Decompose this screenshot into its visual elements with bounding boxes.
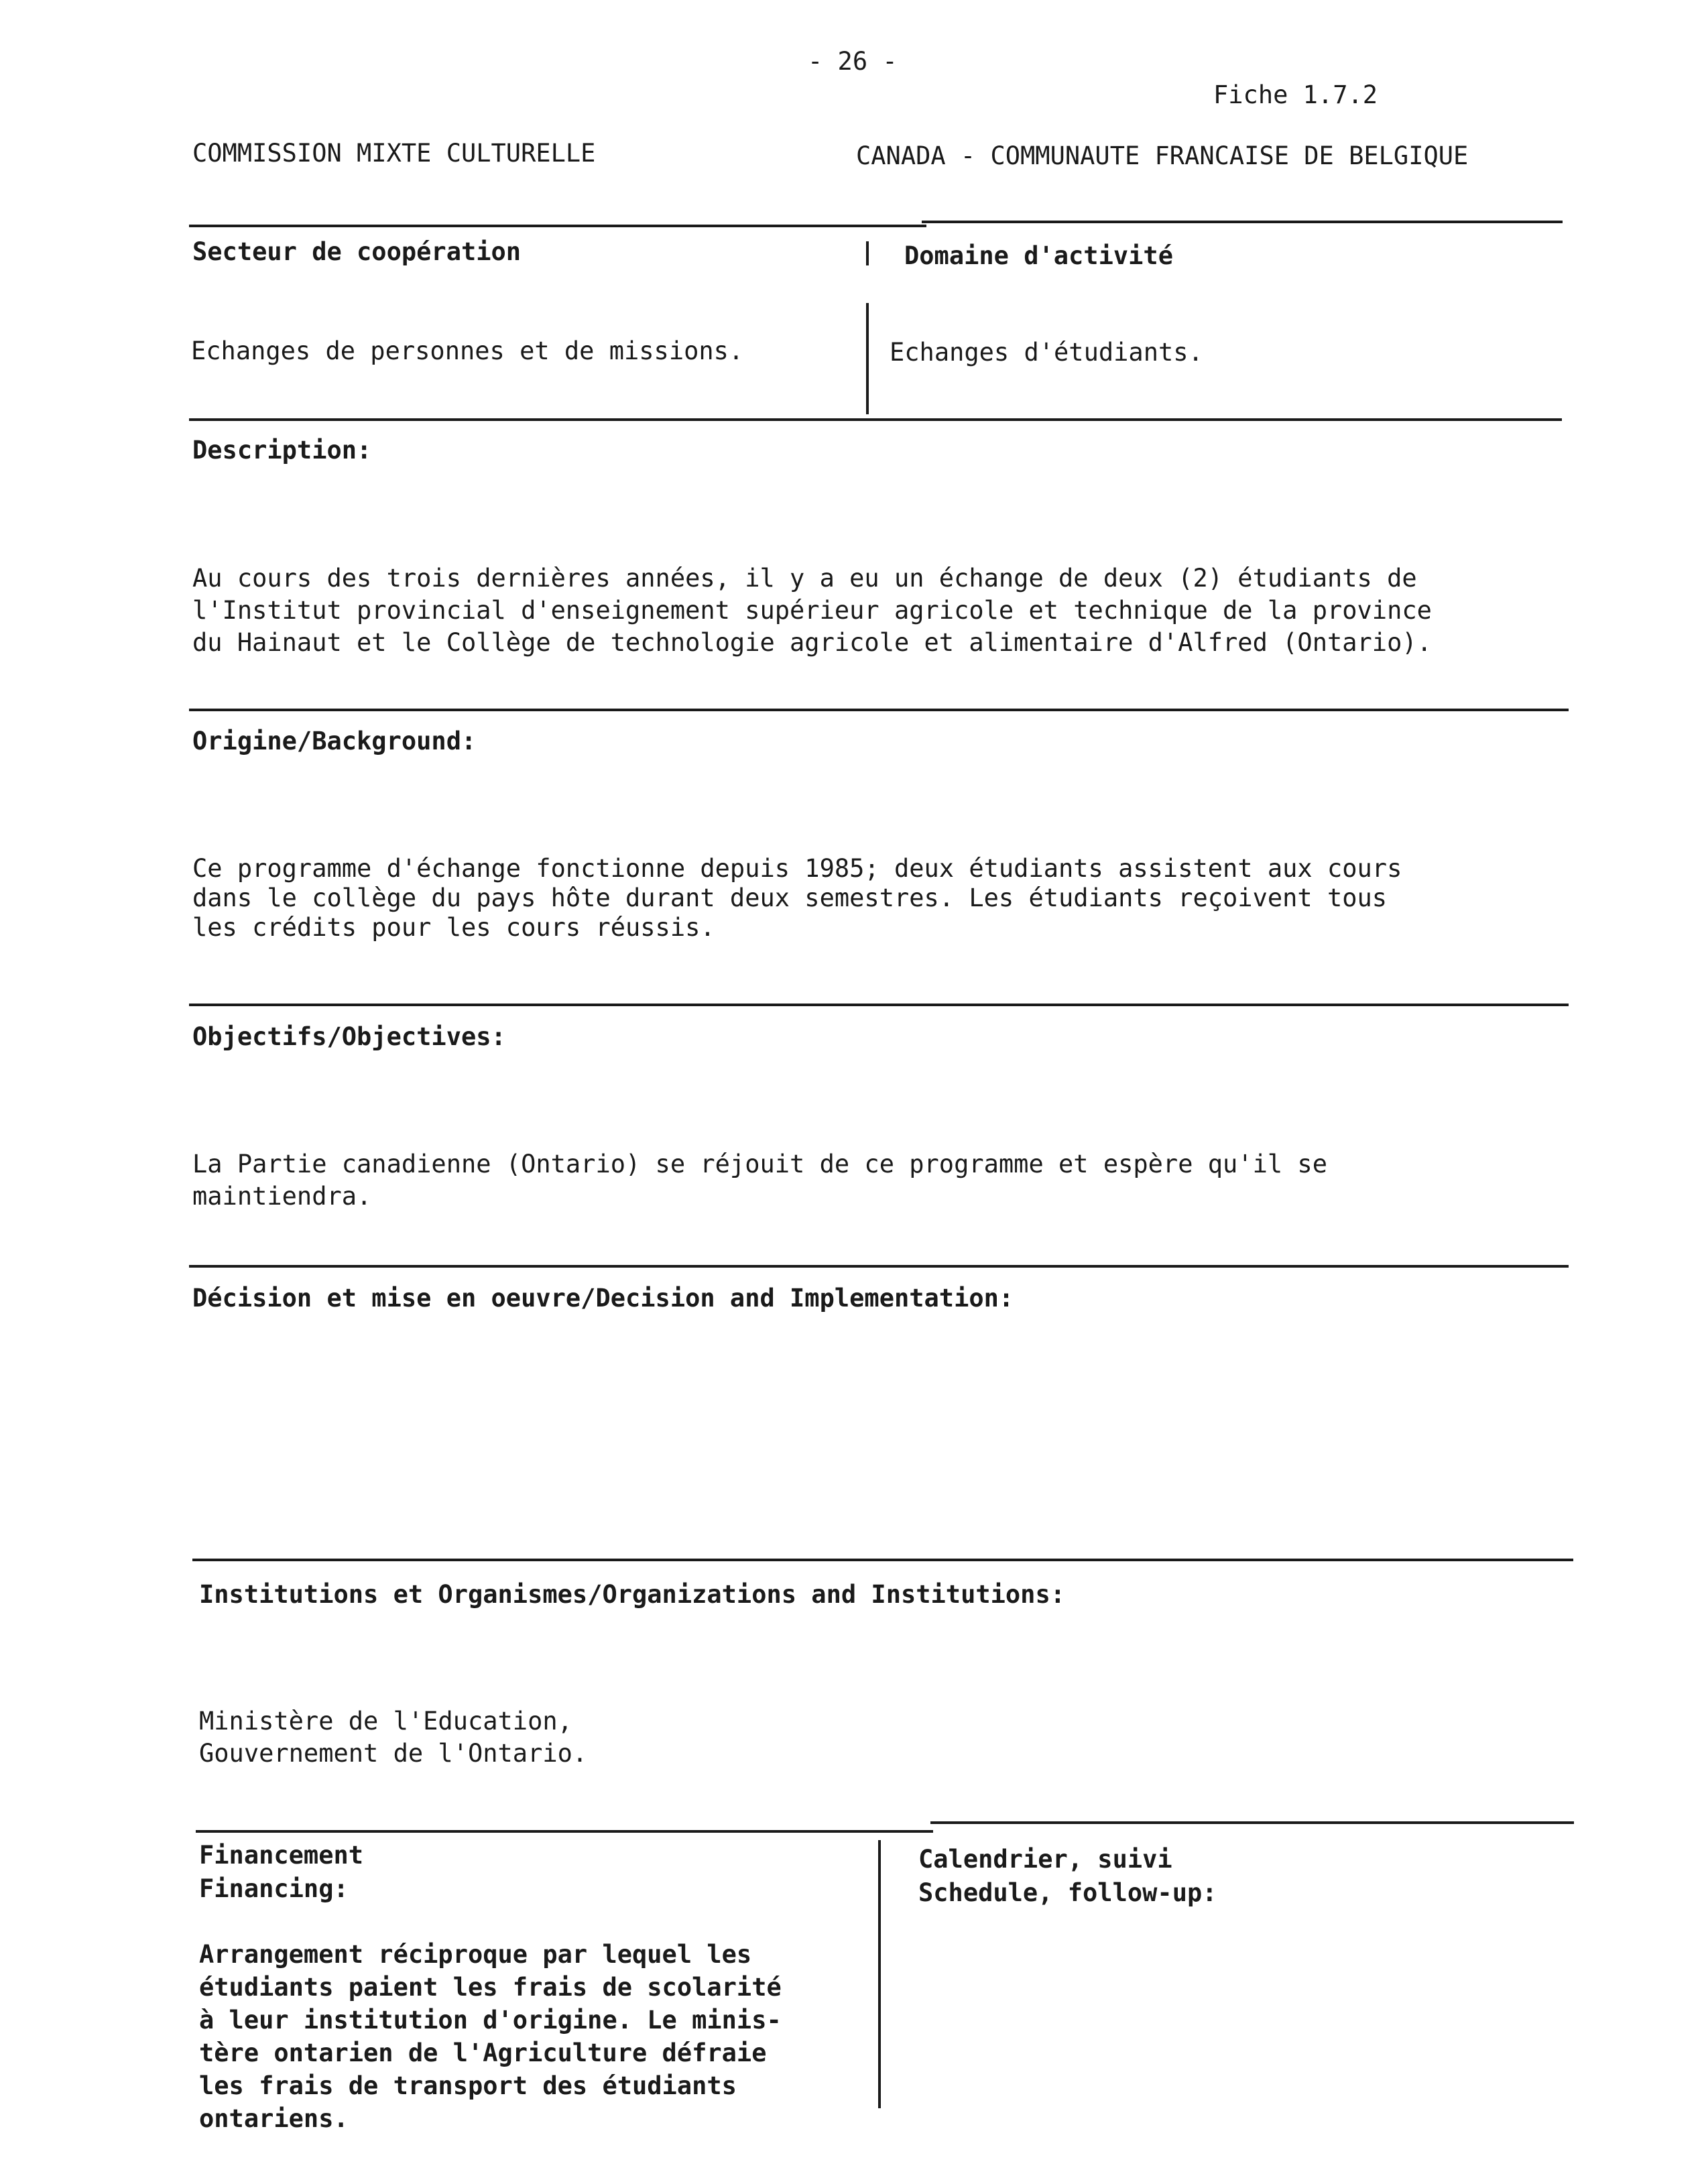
rule-objectifs: [189, 1004, 1569, 1006]
objectifs-text: [192, 1116, 1327, 1213]
divider-top-b: [866, 303, 869, 414]
origine-line: les crédits pour les cours réussis.: [192, 913, 715, 942]
rule-bottom-left: [196, 1830, 933, 1833]
institutions-text: [199, 1673, 587, 1770]
sector-value: Echanges de personnes et de missions.: [191, 337, 744, 365]
financement-line: les frais de transport des étudiants: [199, 2071, 737, 2100]
financement-label-en: Financing:: [199, 1874, 349, 1903]
financement-text: [199, 1905, 782, 2135]
calendrier-label-en: Schedule, follow-up:: [918, 1878, 1217, 1907]
divider-top-a: [866, 241, 869, 265]
header-left: COMMISSION MIXTE CULTURELLE: [192, 139, 596, 168]
financement-line: Arrangement réciproque par lequel les: [199, 1940, 752, 1969]
financement-line: ontariens.: [199, 2104, 349, 2133]
sector-label: Secteur de coopération: [192, 237, 522, 266]
objectifs-label: Objectifs/Objectives:: [192, 1022, 506, 1051]
calendrier-label-fr: Calendrier, suivi: [918, 1845, 1172, 1874]
description-label: Description:: [192, 436, 372, 465]
institutions-line: Ministère de l'Education,: [199, 1707, 572, 1736]
financement-line: étudiants paient les frais de scolarité: [199, 1973, 782, 2002]
objectifs-line: maintiendra.: [192, 1182, 372, 1211]
domain-label: Domaine d'activité: [904, 241, 1173, 270]
fiche-number: Fiche 1.7.2: [1213, 80, 1378, 109]
decision-label: Décision et mise en oeuvre/Decision and Implementation:: [192, 1284, 1014, 1313]
institutions-label: Institutions et Organismes/Organizations and Institutions:: [199, 1580, 1066, 1609]
rule-top-right: [922, 221, 1563, 223]
page-number: - 26 -: [808, 47, 898, 76]
rule-institutions: [192, 1559, 1573, 1561]
institutions-line: Gouvernement de l'Ontario.: [199, 1739, 588, 1768]
rule-description: [189, 418, 1562, 421]
description-line: Au cours des trois dernières années, il y a eu un échange de deux (2) étudiants de: [192, 564, 1417, 593]
objectifs-line: La Partie canadienne (Ontario) se réjouit de ce programme et espère qu'il se: [192, 1150, 1327, 1178]
domain-value: Echanges d'étudiants.: [890, 338, 1203, 367]
rule-origine: [189, 709, 1569, 711]
rule-top-left: [189, 225, 926, 227]
description-line: du Hainaut et le Collège de technologie agricole et alimentaire d'Alfred (Ontario).: [192, 628, 1432, 657]
rule-decision: [189, 1265, 1569, 1268]
financement-line: tère ontarien de l'Agriculture défraie: [199, 2039, 767, 2067]
divider-bottom: [878, 1840, 881, 2108]
origine-label: Origine/Background:: [192, 727, 477, 755]
description-line: l'Institut provincial d'enseignement supérieur agricole et technique de la province: [192, 596, 1432, 625]
origine-line: dans le collège du pays hôte durant deux semestres. Les étudiants reçoivent tous: [192, 884, 1388, 912]
description-text: [192, 530, 1432, 659]
financement-label-fr: Financement: [199, 1841, 364, 1870]
rule-bottom-right: [930, 1821, 1574, 1824]
header-right: CANADA - COMMUNAUTE FRANCAISE DE BELGIQUE: [856, 141, 1469, 170]
financement-line: à leur institution d'origine. Le minis-: [199, 2006, 782, 2035]
origine-line: Ce programme d'échange fonctionne depuis 1985; deux étudiants assistent aux cours: [192, 854, 1402, 883]
origine-text: [192, 825, 1402, 943]
